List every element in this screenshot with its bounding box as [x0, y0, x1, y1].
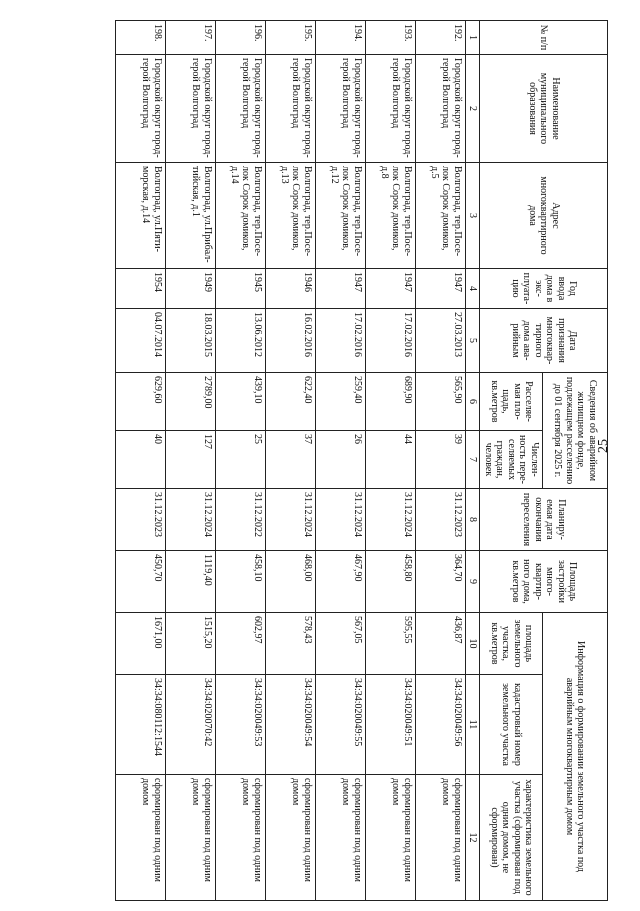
row-number: 197.	[166, 21, 216, 55]
col-number: 5	[466, 309, 481, 373]
municipality-cell: Городской округ город-герой Волгоград	[116, 55, 166, 163]
relocation-area-cell: 2789,00	[166, 373, 216, 431]
relocation-people-cell: 40	[116, 431, 166, 489]
col-number: 2	[466, 55, 481, 163]
cadastral-number-cell: 34:34:020049:53	[216, 675, 266, 775]
planned-date-cell: 31.12.2024	[316, 489, 366, 551]
col-number: 3	[466, 163, 481, 269]
municipality-cell: Городской округ город-герой Волгоград	[166, 55, 216, 163]
municipality-cell: Городской округ город-герой Волгоград	[366, 55, 416, 163]
land-area-cell: 567,05	[316, 613, 366, 675]
date-recognized-cell: 18.03.2015	[166, 309, 216, 373]
land-area-cell: 602,97	[216, 613, 266, 675]
header-address: Адрес многоквартирного дома	[480, 163, 608, 269]
relocation-area-cell: 259,40	[316, 373, 366, 431]
cadastral-number-cell: 34:34:080112:1544	[116, 675, 166, 775]
relocation-people-cell: 127	[166, 431, 216, 489]
header-land-group: Информация о формировании земельного участка под аварийным многоквартирным домом	[543, 613, 608, 901]
address-cell: Волгоград, тер.Посе-лок Сорок домиков, д.14	[216, 163, 266, 269]
row-number: 193.	[366, 21, 416, 55]
date-recognized-cell: 17.02.2016	[366, 309, 416, 373]
planned-date-cell: 31.12.2024	[266, 489, 316, 551]
built-area-cell: 458,10	[216, 551, 266, 613]
relocation-area-cell: 629,60	[116, 373, 166, 431]
col-number: 12	[466, 775, 481, 901]
relocation-people-cell: 44	[366, 431, 416, 489]
address-cell: Волгоград, тер.Посе-лок Сорок домиков, д.5	[416, 163, 466, 269]
land-characteristic-cell: сформирован под одним домом	[416, 775, 466, 901]
row-number: 198.	[116, 21, 166, 55]
built-area-cell: 1119,40	[166, 551, 216, 613]
rotated-table-sheet	[8, 20, 608, 900]
address-cell: Волгоград, тер.Посе-лок Сорок домиков, д.8	[366, 163, 416, 269]
cadastral-number-cell: 34:34:020049:54	[266, 675, 316, 775]
cadastral-number-cell: 34:34:020049:56	[416, 675, 466, 775]
col-number: 9	[466, 551, 481, 613]
land-characteristic-cell: сформирован под одним домом	[366, 775, 416, 901]
year-built-cell: 1946	[266, 269, 316, 309]
header-land-area: площадь земельного участка, кв.метров	[480, 613, 543, 675]
date-recognized-cell: 04.07.2014	[116, 309, 166, 373]
year-built-cell: 1945	[216, 269, 266, 309]
row-number: 194.	[316, 21, 366, 55]
municipality-cell: Городской округ город-герой Волгоград	[216, 55, 266, 163]
cadastral-number-cell: 34:34:020049:55	[316, 675, 366, 775]
relocation-people-cell: 37	[266, 431, 316, 489]
land-area-cell: 578,43	[266, 613, 316, 675]
table-row	[366, 21, 416, 901]
col-number: 4	[466, 269, 481, 309]
column-number-row	[466, 21, 481, 901]
header-cadastral: кадастровый номер земельного участка	[480, 675, 543, 775]
relocation-area-cell: 622,40	[266, 373, 316, 431]
year-built-cell: 1949	[166, 269, 216, 309]
land-characteristic-cell: сформирован под одним домом	[266, 775, 316, 901]
cadastral-number-cell: 34:34:020049:51	[366, 675, 416, 775]
built-area-cell: 468,00	[266, 551, 316, 613]
relocation-area-cell: 565,90	[416, 373, 466, 431]
municipality-cell: Городской округ город-герой Волгоград	[266, 55, 316, 163]
address-cell: Волгоград, ул.Прибал-тийская, д.1	[166, 163, 216, 269]
header-municipality: Наименование муниципального образования	[480, 55, 608, 163]
land-area-cell: 1515,20	[166, 613, 216, 675]
header-num: № п/п	[480, 21, 608, 55]
table-row	[316, 21, 366, 901]
municipality-cell: Городской округ город-герой Волгоград	[316, 55, 366, 163]
built-area-cell: 467,90	[316, 551, 366, 613]
page-number: 25	[596, 439, 611, 453]
year-built-cell: 1954	[116, 269, 166, 309]
row-number: 195.	[266, 21, 316, 55]
year-built-cell: 1947	[416, 269, 466, 309]
built-area-cell: 364,70	[416, 551, 466, 613]
cadastral-number-cell: 34:34:020070:42	[166, 675, 216, 775]
planned-date-cell: 31.12.2024	[366, 489, 416, 551]
address-cell: Волгоград, тер.Посе-лок Сорок домиков, д.12	[316, 163, 366, 269]
table-row	[166, 21, 216, 901]
col-number: 1	[466, 21, 481, 55]
table-row	[266, 21, 316, 901]
col-number: 6	[466, 373, 481, 431]
relocation-people-cell: 26	[316, 431, 366, 489]
year-built-cell: 1947	[316, 269, 366, 309]
relocation-people-cell: 39	[416, 431, 466, 489]
table-row	[416, 21, 466, 901]
municipality-cell: Городской округ город-герой Волгоград	[416, 55, 466, 163]
address-cell: Волгоград, тер.Посе-лок Сорок домиков, д.13	[266, 163, 316, 269]
land-characteristic-cell: сформирован под одним домом	[216, 775, 266, 901]
date-recognized-cell: 16.02.2016	[266, 309, 316, 373]
date-recognized-cell: 17.02.2016	[316, 309, 366, 373]
land-characteristic-cell: сформирован под одним домом	[316, 775, 366, 901]
header-land-char: характеристика земельного участка (сформирован под одним домом, не сформирован)	[480, 775, 543, 901]
land-characteristic-cell: сформирован под одним домом	[166, 775, 216, 901]
relocation-people-cell: 25	[216, 431, 266, 489]
planned-date-cell: 31.12.2024	[166, 489, 216, 551]
col-number: 11	[466, 675, 481, 775]
header-date-recognized: Дата признания многоквар-тирного дома ава-рийным	[480, 309, 608, 373]
relocation-area-cell: 689,90	[366, 373, 416, 431]
header-relocation-people: Числен-ность пере-селяемых граждан, человек	[480, 431, 543, 489]
address-cell: Волгоград, ул.Пяти-морская, д.14	[116, 163, 166, 269]
built-area-cell: 450,70	[116, 551, 166, 613]
header-relocation-group: Сведения об аварийном жилищном фонде, подлежащем расселению до 01 сентября 2025 г.	[543, 373, 608, 489]
relocation-area-cell: 439,10	[216, 373, 266, 431]
col-number: 8	[466, 489, 481, 551]
header-built-area: Площадь застройки много-квартир-ного дома, кв.метров	[480, 551, 608, 613]
land-area-cell: 436,87	[416, 613, 466, 675]
planned-date-cell: 31.12.2023	[416, 489, 466, 551]
emergency-housing-table	[115, 20, 608, 901]
table-row	[116, 21, 166, 901]
year-built-cell: 1947	[366, 269, 416, 309]
date-recognized-cell: 13.06.2012	[216, 309, 266, 373]
land-characteristic-cell: сформирован под одним домом	[116, 775, 166, 901]
col-number: 7	[466, 431, 481, 489]
col-number: 10	[466, 613, 481, 675]
table-row	[216, 21, 266, 901]
header-year-built: Год ввода дома в экс-плуата-цию	[480, 269, 608, 309]
row-number: 192.	[416, 21, 466, 55]
header-relocation-area: Расселяе-мая пло-щадь, кв.метров	[480, 373, 543, 431]
planned-date-cell: 31.12.2023	[116, 489, 166, 551]
row-number: 196.	[216, 21, 266, 55]
land-area-cell: 1671,00	[116, 613, 166, 675]
date-recognized-cell: 27.03.2013	[416, 309, 466, 373]
planned-date-cell: 31.12.2022	[216, 489, 266, 551]
table-body	[116, 21, 466, 901]
header-planned-date: Планиру-емая дата окончания переселения	[480, 489, 608, 551]
built-area-cell: 458,80	[366, 551, 416, 613]
land-area-cell: 595,55	[366, 613, 416, 675]
